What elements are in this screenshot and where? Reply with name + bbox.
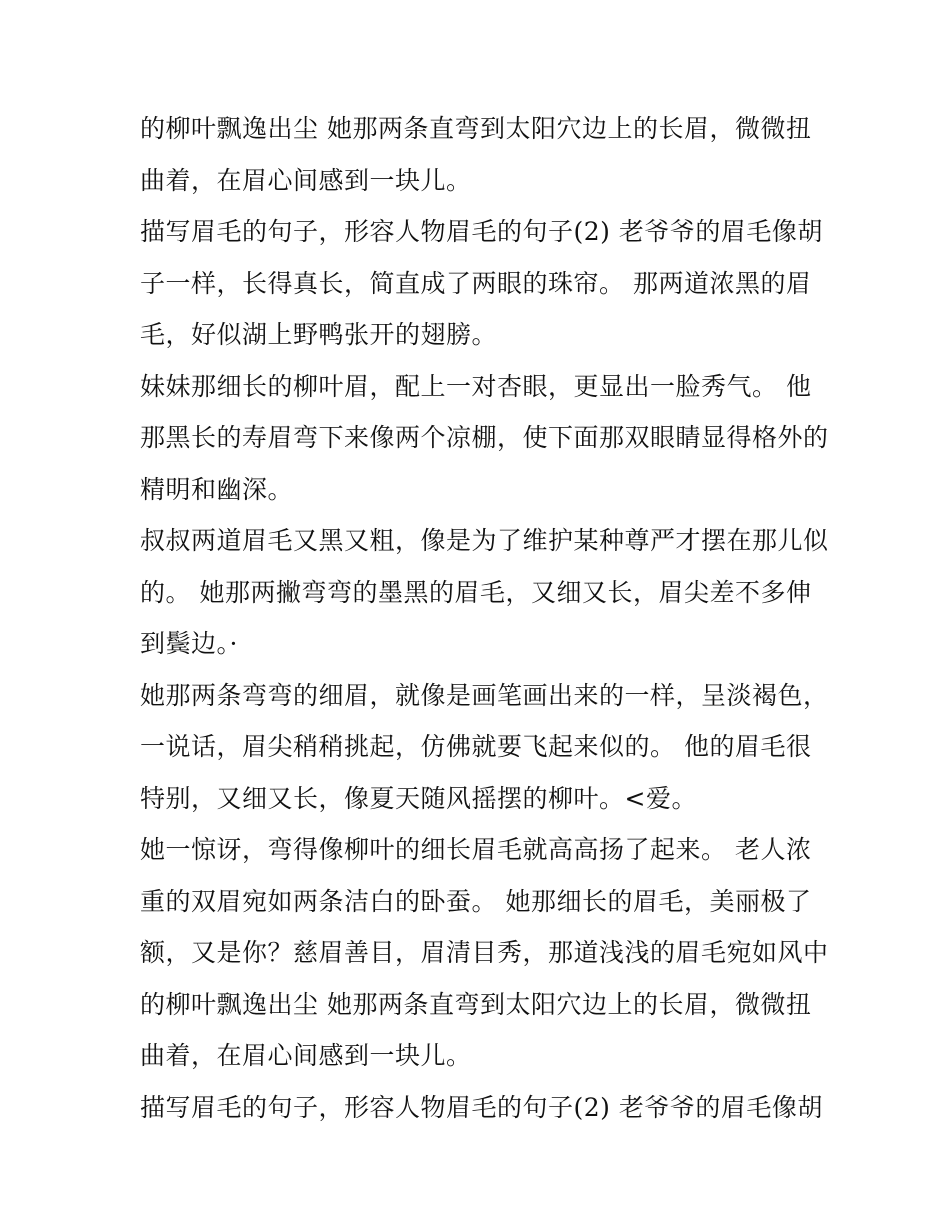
paragraph-4 bbox=[140, 515, 829, 670]
paragraph-1 bbox=[140, 103, 820, 206]
paragraph-7 bbox=[140, 1082, 823, 1134]
text-line: 曲着，在眉心间感到一块儿。 bbox=[140, 165, 472, 195]
text-line: 一说话，眉尖稍稍挑起，仿佛就要飞起来似的。 他的眉毛很 bbox=[140, 732, 812, 761]
text-line: 到鬓边。· bbox=[140, 629, 238, 658]
text-line: 她那两条弯弯的细眉，就像是画笔画出来的一样，呈淡褐色， bbox=[140, 680, 829, 710]
text-line: 的。 她那两撇弯弯的墨黑的眉毛，又细又长，眉尖差不多伸 bbox=[140, 577, 812, 607]
paragraph-3 bbox=[140, 361, 829, 516]
text-line: 曲着，在眉心间感到一块儿。 bbox=[140, 1041, 472, 1070]
text-line: 精明和幽深。 bbox=[140, 474, 294, 504]
text-line: 子一样，长得真长，简直成了两眼的珠帘。 那两道浓黑的眉 bbox=[140, 268, 812, 298]
text-line: 重的双眉宛如两条洁白的卧蚕。 她那细长的眉毛，美丽极了 bbox=[140, 886, 812, 916]
text-line: 她一惊讶，弯得像柳叶的细长眉毛就高高扬了起来。 老人浓 bbox=[140, 835, 812, 864]
text-line: 的柳叶飘逸出尘 她那两条直弯到太阳穴边上的长眉，微微扭 bbox=[140, 989, 812, 1019]
text-line: 描写眉毛的句子，形容人物眉毛的句子(2) 老爷爷的眉毛像胡 bbox=[140, 217, 823, 246]
paragraph-6 bbox=[140, 824, 829, 1082]
text-line: 额，又是你？慈眉善目，眉清目秀，那道浅浅的眉毛宛如风中 bbox=[140, 938, 829, 967]
text-line: 毛，好似湖上野鸭张开的翅膀。 bbox=[140, 320, 498, 349]
document-body bbox=[140, 103, 829, 1133]
paragraph-5 bbox=[140, 670, 829, 825]
text-line: 那黑长的寿眉弯下来像两个凉棚，使下面那双眼睛显得格外的 bbox=[140, 423, 829, 452]
text-line: 的柳叶飘逸出尘 她那两条直弯到太阳穴边上的长眉，微微扭 bbox=[140, 114, 812, 143]
text-line: 特别，又细又长，像夏天随风摇摆的柳叶。<爱。 bbox=[140, 783, 697, 813]
text-line: 叔叔两道眉毛又黑又粗，像是为了维护某种尊严才摆在那儿似 bbox=[140, 526, 829, 555]
paragraph-2 bbox=[140, 206, 823, 361]
text-line: 描写眉毛的句子，形容人物眉毛的句子(2) 老爷爷的眉毛像胡 bbox=[140, 1092, 823, 1122]
text-line: 妹妹那细长的柳叶眉，配上一对杏眼，更显出一脸秀气。 他 bbox=[140, 371, 812, 401]
